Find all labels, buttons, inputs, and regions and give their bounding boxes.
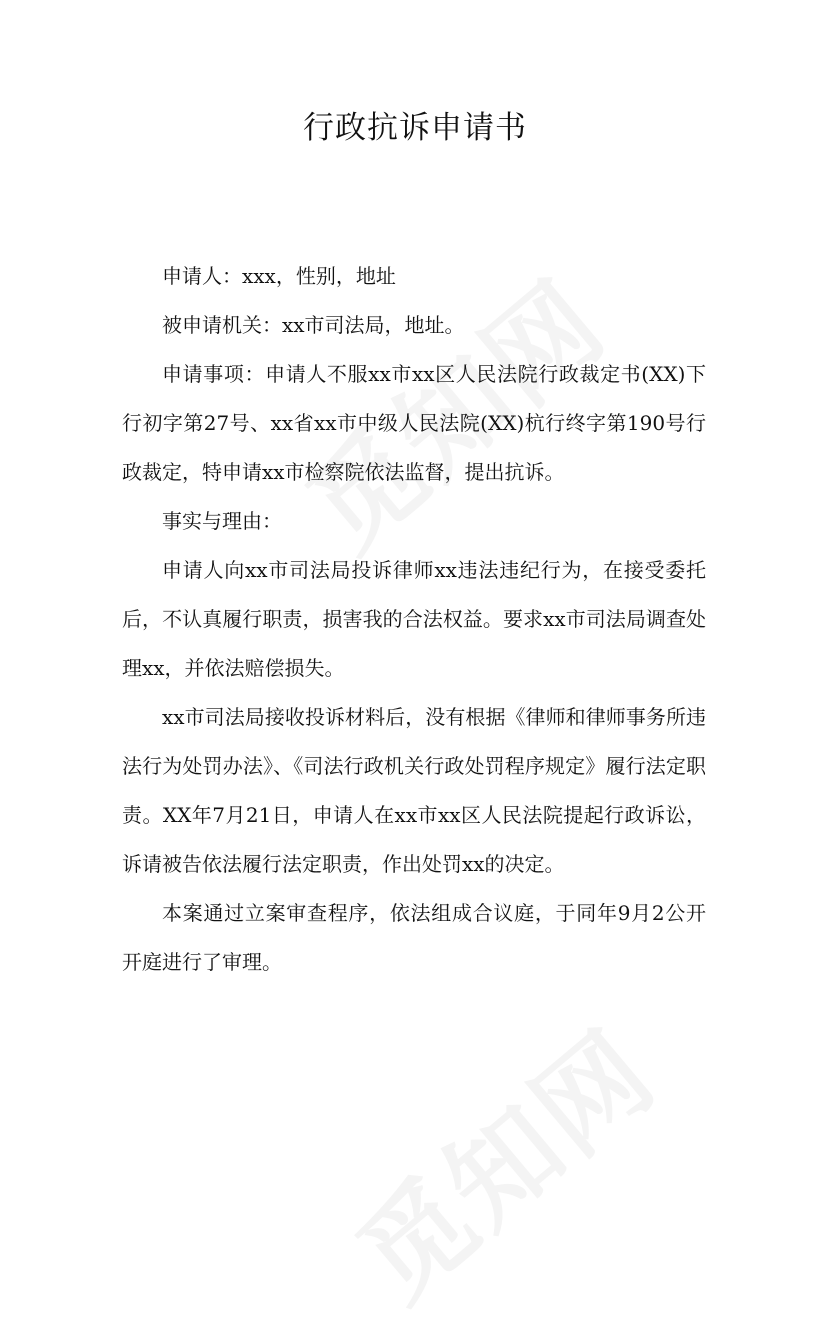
watermark xyxy=(319,989,683,1329)
facts-paragraph-2: xx市司法局接收投诉材料后，没有根据《律师和律师事务所违法行为处罚办法》、《司法行政机关行政处罚程序规定》履行法定职责。XX年7月21日，申请人在xx市xx区人民法院提起行政诉讼，诉请被告依法履行法定职责，作出处罚xx的决定。 xyxy=(122,705,706,876)
document-body xyxy=(122,252,706,987)
document-title: 行政抗诉申请书 xyxy=(303,110,527,146)
facts-heading: 事实与理由： xyxy=(162,509,282,533)
applicant-paragraph: 申请人：xxx，性别，地址 xyxy=(162,264,396,288)
facts-paragraph-1: 申请人向xx市司法局投诉律师xx违法违纪行为，在接受委托后，不认真履行职责，损害我的合法权益。要求xx市司法局调查处理xx，并依法赔偿损失。 xyxy=(122,558,706,680)
respondent-paragraph: 被申请机关：xx市司法局，地址。 xyxy=(162,313,465,337)
request-paragraph: 申请事项：申请人不服xx市xx区人民法院行政裁定书(XX)下行初字第27号、xx省xx市中级人民法院(XX)杭行终字第190号行政裁定，特申请xx市检察院依法监督，提出抗诉。 xyxy=(122,362,706,484)
facts-paragraph-3: 本案通过立案审查程序，依法组成合议庭，于同年9月2公开开庭进行了审理。 xyxy=(122,901,706,974)
